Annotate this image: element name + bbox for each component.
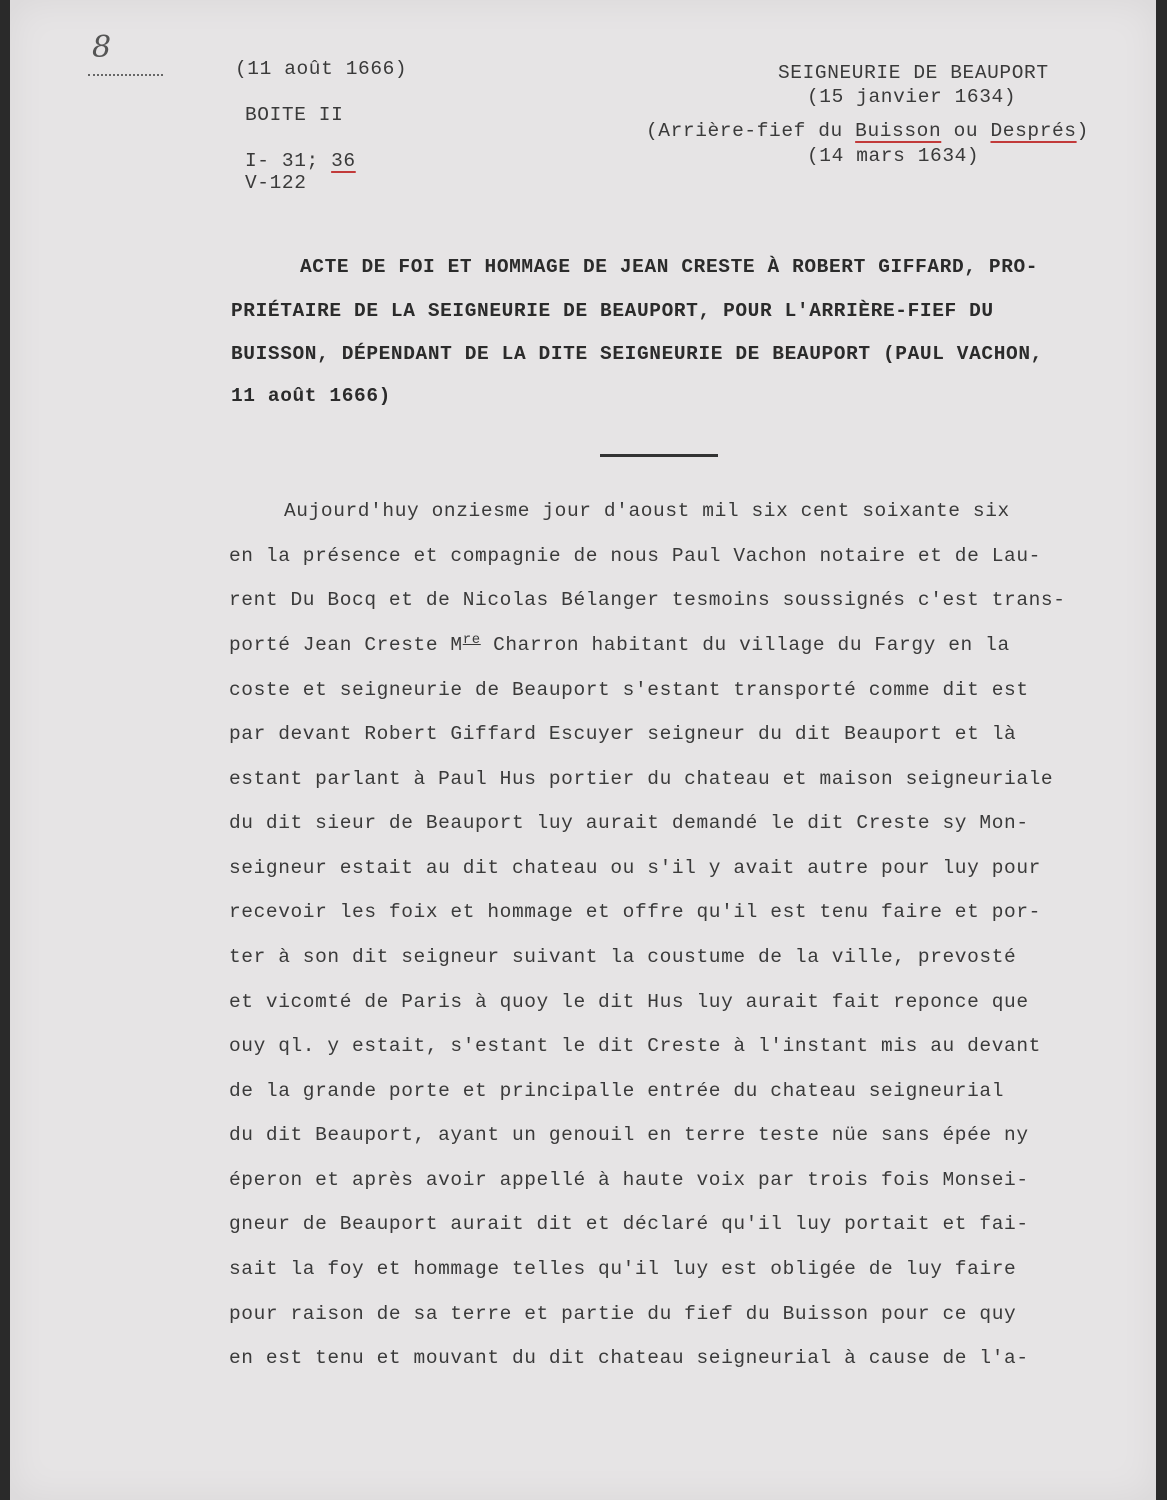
header-ref1-prefix: I- 31; <box>245 150 332 172</box>
title-line-3: BUISSON, DÉPENDANT DE LA DITE SEIGNEURIE DE BEAUPORT (PAUL VACHON, <box>231 343 1043 365</box>
body-line-13: ouy ql. y estait, s'estant le dit Creste à l'instant mis au devant <box>229 1035 1041 1057</box>
header-box: BOITE II <box>245 104 344 126</box>
body-line-2: en la présence et compagnie de nous Paul Vachon notaire et de Lau- <box>229 545 1041 567</box>
document-page <box>10 0 1156 1500</box>
body-line-11: ter à son dit seigneur suivant la coustume de la ville, prevosté <box>229 946 1017 968</box>
body-line-4 <box>229 634 1010 656</box>
header-arriere-fief-a: (Arrière-fief du <box>646 120 856 142</box>
header-seigneurie: SEIGNEURIE DE BEAUPORT <box>778 62 1049 84</box>
title-line-1: ACTE DE FOI ET HOMMAGE DE JEAN CRESTE À ROBERT GIFFARD, PRO- <box>300 256 1039 278</box>
body-line-6: par devant Robert Giffard Escuyer seigneur du dit Beauport et là <box>229 723 1017 745</box>
body-line-15: du dit Beauport, ayant un genouil en terre teste nüe sans épée ny <box>229 1124 1029 1146</box>
body-line-20: en est tenu et mouvant du dit chateau seigneurial à cause de l'a- <box>229 1347 1029 1369</box>
body-line-14: de la grande porte et principalle entrée du chateau seigneurial <box>229 1080 1005 1102</box>
body-line-4-start: porté Jean Creste M <box>229 634 463 656</box>
header-arriere-fief <box>646 120 1089 142</box>
body-line-3: rent Du Bocq et de Nicolas Bélanger tesmoins soussignés c'est trans- <box>229 589 1066 611</box>
header-date-mars: (14 mars 1634) <box>807 145 980 167</box>
body-line-4-rest: Charron habitant du village du Fargy en la <box>480 634 1010 656</box>
header-buisson: Buisson <box>855 120 942 142</box>
header-date: (11 août 1666) <box>235 58 408 80</box>
body-line-17: gneur de Beauport aurait dit et déclaré qu'il luy portait et fai- <box>229 1213 1029 1235</box>
body-line-4-sup: re <box>462 632 481 648</box>
header-despres: Després <box>990 120 1077 142</box>
title-line-2: PRIÉTAIRE DE LA SEIGNEURIE DE BEAUPORT, POUR L'ARRIÈRE-FIEF DU <box>231 300 994 322</box>
body-line-12: et vicomté de Paris à quoy le dit Hus luy aurait fait reponce que <box>229 991 1029 1013</box>
header-ref1-underlined: 36 <box>331 150 356 172</box>
body-line-7: estant parlant à Paul Hus portier du chateau et maison seigneuriale <box>229 768 1054 790</box>
header-arriere-fief-c: ou <box>941 120 991 142</box>
body-line-1: Aujourd'huy onziesme jour d'aoust mil six cent soixante six <box>284 500 1010 522</box>
body-line-9: seigneur estait au dit chateau ou s'il y avait autre pour luy pour <box>229 857 1041 879</box>
header-date-1634: (15 janvier 1634) <box>807 86 1017 108</box>
body-line-8: du dit sieur de Beauport luy aurait demandé le dit Creste sy Mon- <box>229 812 1029 834</box>
separator-rule <box>600 454 718 457</box>
body-line-16: éperon et après avoir appellé à haute voix par trois fois Monsei- <box>229 1169 1029 1191</box>
page-number: 8 <box>92 30 112 65</box>
header-arriere-fief-e: ) <box>1076 120 1089 142</box>
title-line-4: 11 août 1666) <box>231 385 391 407</box>
body-line-19: pour raison de sa terre et partie du fief du Buisson pour ce quy <box>229 1303 1017 1325</box>
header-ref2: V-122 <box>245 172 307 194</box>
handwritten-dots <box>88 74 163 76</box>
body-line-5: coste et seigneurie de Beauport s'estant transporté comme dit est <box>229 679 1029 701</box>
body-line-18: sait la foy et hommage telles qu'il luy est obligée de luy faire <box>229 1258 1017 1280</box>
header-ref1 <box>245 150 356 172</box>
body-line-10: recevoir les foix et hommage et offre qu'il est tenu faire et por- <box>229 901 1041 923</box>
